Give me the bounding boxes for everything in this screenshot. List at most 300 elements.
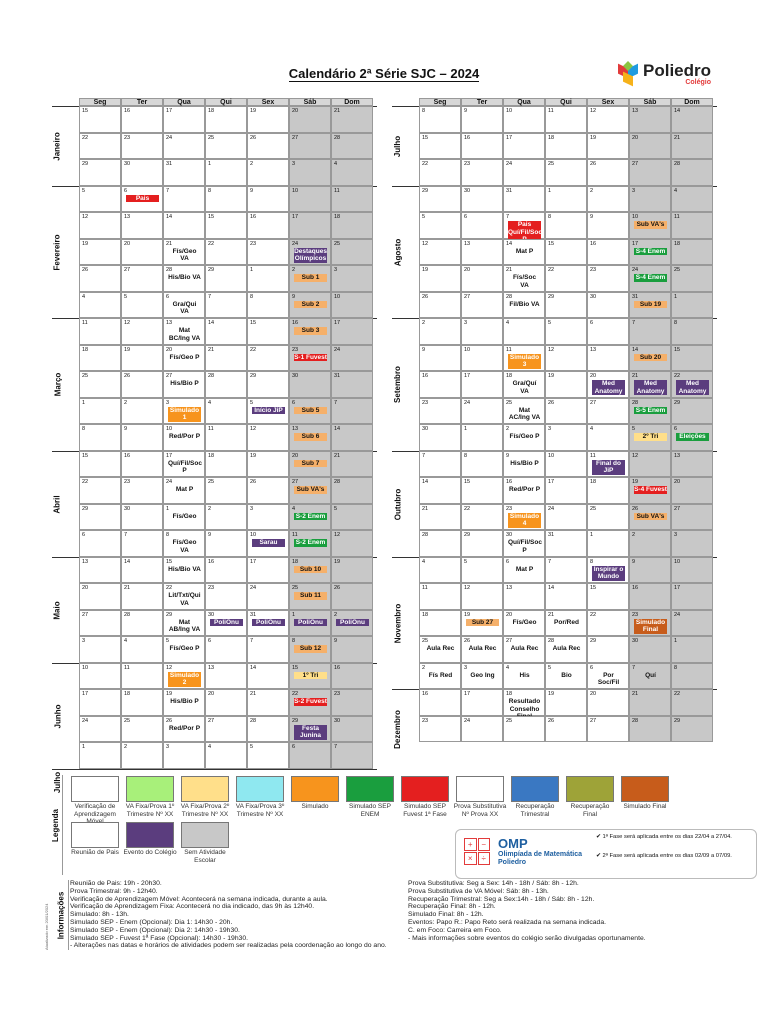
day-number: 9 bbox=[124, 426, 128, 432]
day-number: 22 bbox=[82, 479, 89, 485]
day-cell bbox=[419, 159, 461, 186]
day-cell bbox=[247, 742, 289, 769]
day-number: 2 bbox=[590, 187, 594, 194]
day-number: 10 bbox=[334, 293, 341, 300]
day-number: 2 bbox=[208, 505, 212, 512]
day-number: 22 bbox=[590, 611, 597, 618]
day-cell bbox=[503, 239, 545, 266]
day-cell bbox=[331, 186, 373, 213]
day-cell bbox=[545, 610, 587, 637]
weekday-header: Sáb bbox=[629, 98, 671, 106]
weekday-header: Sáb bbox=[289, 98, 331, 106]
day-number: 21 bbox=[548, 611, 555, 618]
event-label: Quí/Fil/Soc P bbox=[168, 459, 202, 474]
info-line: Simulado SEP - Fuvest 1ª Fase (Opcional): 14h30 - 19h30. bbox=[70, 934, 249, 942]
day-number: 30 bbox=[590, 293, 597, 300]
day-number: 7 bbox=[166, 187, 170, 194]
info-line: Prova Substitutiva: Seg a Sex: 14h - 18h / Sáb: 8h - 12h. bbox=[408, 880, 579, 887]
day-cell bbox=[331, 265, 373, 292]
day-number: 7 bbox=[124, 532, 128, 538]
day-number: 15 bbox=[674, 346, 681, 353]
day-cell bbox=[163, 663, 205, 690]
week-row bbox=[419, 636, 713, 663]
day-number: 6 bbox=[464, 214, 468, 220]
day-number: 12 bbox=[632, 452, 639, 459]
legend-label: Prova Substitutiva Nº Prova XX bbox=[453, 803, 507, 818]
weekday-header: Qui bbox=[545, 98, 587, 106]
day-number: 4 bbox=[82, 293, 86, 300]
day-number: 12 bbox=[250, 426, 257, 432]
day-number: 1 bbox=[590, 532, 594, 538]
day-cell bbox=[289, 530, 331, 557]
day-cell bbox=[289, 424, 331, 451]
day-number: 14 bbox=[166, 214, 173, 220]
week-row bbox=[79, 504, 373, 531]
day-cell bbox=[461, 318, 503, 345]
day-number: 26 bbox=[334, 585, 341, 591]
day-number: 29 bbox=[590, 638, 597, 644]
day-cell bbox=[121, 716, 163, 743]
event-label: Festa Junina bbox=[294, 725, 327, 740]
day-cell bbox=[163, 424, 205, 451]
legend-item bbox=[68, 776, 122, 826]
day-number: 17 bbox=[292, 214, 299, 220]
day-cell bbox=[79, 716, 121, 743]
day-number: 26 bbox=[250, 134, 257, 141]
weekday-header: Qua bbox=[163, 98, 205, 106]
day-cell bbox=[289, 133, 331, 160]
day-number: 8 bbox=[166, 532, 170, 538]
day-number: 19 bbox=[166, 691, 173, 697]
day-number: 3 bbox=[250, 505, 254, 512]
day-number: 20 bbox=[674, 479, 681, 485]
day-cell bbox=[461, 133, 503, 160]
event-label: Fil/Bio VA bbox=[509, 300, 540, 308]
day-cell bbox=[79, 159, 121, 186]
day-cell bbox=[629, 186, 671, 213]
day-cell bbox=[205, 106, 247, 133]
day-cell bbox=[121, 292, 163, 319]
omp-note-1: ✔ 1ª Fase será aplicada entre os dias 22/04 a 27/04. bbox=[596, 834, 732, 840]
info-line: Reunião de Pais: 19h - 20h30. bbox=[70, 880, 162, 887]
day-number: 17 bbox=[166, 452, 173, 459]
day-number: 3 bbox=[82, 638, 86, 644]
day-cell bbox=[587, 212, 629, 239]
day-number: 18 bbox=[422, 611, 429, 618]
day-number: 17 bbox=[334, 320, 341, 326]
day-number: 15 bbox=[292, 664, 299, 671]
day-number: 18 bbox=[208, 452, 215, 459]
month-label: Julho bbox=[53, 771, 62, 793]
day-number: 11 bbox=[674, 214, 680, 220]
day-cell bbox=[121, 504, 163, 531]
event-label: His/Bio P bbox=[170, 698, 199, 705]
day-number: 28 bbox=[250, 717, 257, 724]
day-number: 15 bbox=[250, 320, 257, 326]
day-number: 6 bbox=[590, 664, 594, 671]
day-number: 16 bbox=[250, 214, 257, 220]
day-number: 29 bbox=[250, 373, 257, 379]
event-label: Red/Por P bbox=[168, 433, 201, 440]
event-label: Sub 6 bbox=[294, 433, 327, 441]
day-cell bbox=[121, 398, 163, 425]
day-cell bbox=[247, 636, 289, 663]
day-number: 28 bbox=[422, 532, 429, 538]
day-cell bbox=[671, 663, 713, 690]
week-row bbox=[419, 504, 713, 531]
day-number: 15 bbox=[548, 240, 555, 247]
day-number: 6 bbox=[674, 426, 678, 432]
day-number: 21 bbox=[334, 452, 341, 459]
event-label: Sub 5 bbox=[294, 407, 327, 415]
event-label: Geo Ing bbox=[470, 671, 495, 679]
day-cell bbox=[205, 742, 247, 769]
day-number: 26 bbox=[82, 267, 89, 273]
day-number: 28 bbox=[334, 134, 341, 141]
day-cell bbox=[503, 159, 545, 186]
day-cell bbox=[587, 133, 629, 160]
day-cell bbox=[121, 239, 163, 266]
day-number: 8 bbox=[590, 558, 594, 565]
day-cell bbox=[163, 186, 205, 213]
day-number: 24 bbox=[632, 267, 639, 273]
day-cell bbox=[545, 292, 587, 319]
day-cell bbox=[247, 292, 289, 319]
day-number: 21 bbox=[422, 505, 429, 512]
event-label: Med Anatomy bbox=[634, 380, 667, 395]
day-number: 3 bbox=[166, 399, 170, 406]
day-cell bbox=[79, 345, 121, 372]
day-number: 28 bbox=[208, 373, 215, 379]
day-number: 8 bbox=[464, 452, 468, 459]
day-number: 1 bbox=[548, 187, 552, 194]
day-number: 3 bbox=[166, 744, 170, 750]
day-cell bbox=[163, 689, 205, 716]
event-label: Eleições bbox=[676, 433, 709, 441]
day-cell bbox=[163, 159, 205, 186]
legend-label: VA Fixa/Prova 1º Trimestre Nº XX bbox=[125, 803, 175, 818]
day-number: 2 bbox=[124, 399, 128, 406]
event-label: Lit/Txt/Qui VA bbox=[168, 592, 201, 607]
event-label: Início JiP bbox=[252, 407, 285, 415]
day-number: 11 bbox=[82, 320, 88, 326]
day-number: 18 bbox=[590, 479, 597, 485]
day-number: 1 bbox=[464, 426, 468, 432]
day-number: 16 bbox=[506, 479, 513, 485]
day-cell bbox=[503, 292, 545, 319]
day-cell bbox=[629, 451, 671, 478]
day-cell bbox=[419, 265, 461, 292]
day-number: 20 bbox=[208, 691, 215, 697]
day-number: 1 bbox=[674, 638, 678, 644]
day-cell bbox=[503, 557, 545, 584]
day-number: 19 bbox=[548, 373, 555, 379]
day-cell bbox=[289, 689, 331, 716]
day-cell bbox=[205, 212, 247, 239]
day-number: 5 bbox=[464, 558, 468, 565]
day-number: 21 bbox=[506, 267, 513, 273]
day-cell bbox=[289, 292, 331, 319]
day-cell bbox=[671, 610, 713, 637]
day-number: 13 bbox=[506, 585, 513, 591]
day-number: 31 bbox=[632, 293, 639, 300]
legend-label: Recuperação Trimestral bbox=[515, 803, 555, 818]
day-number: 21 bbox=[250, 691, 257, 697]
calendar-right bbox=[392, 98, 713, 749]
legend-swatch bbox=[181, 822, 229, 848]
day-number: 15 bbox=[82, 108, 89, 114]
week-row bbox=[419, 265, 713, 292]
day-cell bbox=[461, 239, 503, 266]
event-label: Sub VA's bbox=[634, 221, 667, 229]
day-cell bbox=[79, 583, 121, 610]
day-cell bbox=[545, 239, 587, 266]
day-cell bbox=[419, 239, 461, 266]
day-number: 7 bbox=[422, 452, 426, 459]
day-number: 18 bbox=[548, 134, 555, 141]
day-cell bbox=[121, 742, 163, 769]
day-cell bbox=[205, 318, 247, 345]
day-cell bbox=[419, 318, 461, 345]
day-number: 29 bbox=[548, 293, 555, 300]
event-label: Med Anatomy bbox=[592, 380, 625, 395]
legend-label: Verificação de Aprendizagem bbox=[74, 803, 116, 818]
day-number: 2 bbox=[334, 611, 338, 618]
day-number: 30 bbox=[208, 611, 215, 618]
day-number: 8 bbox=[208, 187, 212, 194]
event-label: PoliOnu bbox=[252, 619, 285, 627]
day-number: 25 bbox=[590, 505, 597, 512]
day-cell bbox=[163, 716, 205, 743]
event-label: S-5 Enem bbox=[635, 406, 666, 414]
day-cell bbox=[545, 133, 587, 160]
day-number: 9 bbox=[632, 558, 636, 565]
event-label: PoliOnu bbox=[294, 619, 327, 627]
week-row bbox=[79, 212, 373, 239]
day-number: 23 bbox=[124, 479, 131, 485]
day-number: 23 bbox=[124, 134, 131, 141]
day-number: 14 bbox=[548, 585, 555, 591]
day-cell bbox=[205, 583, 247, 610]
day-cell bbox=[163, 345, 205, 372]
day-cell bbox=[461, 530, 503, 557]
day-number: 1 bbox=[166, 505, 170, 512]
event-label: S-2 Enem bbox=[295, 539, 326, 546]
day-number: 12 bbox=[82, 214, 89, 220]
event-label: Mat P bbox=[515, 247, 534, 255]
legend-label: Simulado bbox=[301, 803, 329, 810]
day-number: 23 bbox=[422, 399, 429, 406]
day-number: 19 bbox=[632, 479, 639, 485]
event-label: S-2 Enem bbox=[295, 512, 326, 520]
day-number: 10 bbox=[82, 664, 89, 671]
day-number: 24 bbox=[464, 717, 471, 724]
day-number: 2 bbox=[250, 161, 254, 167]
day-cell bbox=[163, 371, 205, 398]
day-number: 9 bbox=[464, 108, 468, 114]
day-cell bbox=[79, 424, 121, 451]
day-number: 8 bbox=[82, 426, 86, 432]
event-label: Sub 10 bbox=[294, 566, 327, 574]
legend-item bbox=[288, 776, 342, 811]
legend-swatch bbox=[566, 776, 614, 802]
day-cell bbox=[587, 106, 629, 133]
day-cell bbox=[545, 424, 587, 451]
day-cell bbox=[121, 636, 163, 663]
day-number: 25 bbox=[548, 161, 555, 167]
week-row bbox=[79, 398, 373, 425]
event-label: Simulado 3 bbox=[509, 353, 540, 368]
day-cell bbox=[205, 689, 247, 716]
legend-item bbox=[453, 776, 507, 818]
day-cell bbox=[331, 477, 373, 504]
event-label: Sub VA's bbox=[294, 486, 327, 494]
day-cell bbox=[671, 636, 713, 663]
day-number: 4 bbox=[590, 426, 594, 432]
legend-swatch bbox=[181, 776, 229, 802]
day-cell bbox=[205, 663, 247, 690]
day-number: 11 bbox=[334, 187, 340, 194]
day-cell bbox=[205, 424, 247, 451]
legend-label: VA Fixa/Prova 2º Trimestre Nº XX bbox=[180, 803, 230, 818]
day-number: 24 bbox=[506, 161, 513, 167]
day-number: 26 bbox=[548, 399, 555, 406]
week-row bbox=[419, 371, 713, 398]
day-number: 5 bbox=[548, 320, 552, 326]
day-cell bbox=[629, 504, 671, 531]
week-row bbox=[419, 345, 713, 372]
legend-item bbox=[68, 822, 122, 857]
week-row bbox=[79, 106, 373, 133]
day-cell bbox=[587, 477, 629, 504]
day-number: 28 bbox=[506, 293, 513, 300]
day-cell bbox=[205, 345, 247, 372]
day-number: 2 bbox=[292, 267, 296, 273]
day-number: 25 bbox=[506, 399, 513, 406]
day-number: 12 bbox=[422, 240, 429, 247]
day-number: 5 bbox=[548, 664, 552, 671]
day-number: 27 bbox=[82, 611, 89, 618]
day-cell bbox=[461, 159, 503, 186]
day-cell bbox=[205, 451, 247, 478]
info-title: Informações bbox=[54, 880, 69, 950]
day-cell bbox=[629, 159, 671, 186]
day-number: 20 bbox=[292, 452, 299, 459]
day-cell bbox=[461, 557, 503, 584]
day-number: 23 bbox=[334, 691, 341, 697]
day-number: 5 bbox=[82, 187, 86, 194]
day-number: 4 bbox=[506, 320, 510, 326]
day-cell bbox=[545, 159, 587, 186]
day-cell bbox=[503, 583, 545, 610]
day-cell bbox=[461, 477, 503, 504]
day-cell bbox=[289, 583, 331, 610]
day-cell bbox=[79, 265, 121, 292]
poliedro-logo-icon bbox=[618, 63, 638, 85]
day-cell bbox=[205, 159, 247, 186]
day-cell bbox=[671, 345, 713, 372]
day-cell bbox=[163, 318, 205, 345]
day-cell bbox=[671, 477, 713, 504]
day-cell bbox=[545, 477, 587, 504]
day-number: 3 bbox=[674, 532, 678, 538]
legend-item bbox=[123, 822, 177, 857]
day-cell bbox=[121, 159, 163, 186]
month-label: Março bbox=[53, 372, 62, 397]
day-number: 23 bbox=[464, 161, 471, 167]
day-cell bbox=[247, 398, 289, 425]
day-cell bbox=[247, 371, 289, 398]
day-cell bbox=[163, 398, 205, 425]
legend-item bbox=[123, 776, 177, 818]
day-number: 30 bbox=[292, 373, 299, 379]
weekday-header: Ter bbox=[461, 98, 503, 106]
event-label: Aula Rec bbox=[426, 645, 455, 652]
day-number: 20 bbox=[506, 611, 513, 618]
day-cell bbox=[247, 133, 289, 160]
day-number: 20 bbox=[124, 240, 131, 247]
day-number: 1 bbox=[208, 161, 212, 167]
day-number: 23 bbox=[506, 505, 513, 512]
day-cell bbox=[503, 610, 545, 637]
day-cell bbox=[503, 636, 545, 663]
day-number: 27 bbox=[506, 638, 513, 644]
day-number: 11 bbox=[506, 346, 512, 353]
day-number: 19 bbox=[82, 240, 89, 247]
day-number: 11 bbox=[124, 664, 130, 671]
event-label: Simulado 4 bbox=[509, 512, 540, 527]
day-cell bbox=[79, 371, 121, 398]
day-cell bbox=[79, 742, 121, 769]
day-number: 26 bbox=[166, 717, 173, 724]
day-cell bbox=[587, 451, 629, 478]
day-number: 2 bbox=[124, 744, 128, 750]
day-number: 18 bbox=[506, 373, 513, 379]
day-cell bbox=[671, 239, 713, 266]
day-number: 5 bbox=[422, 214, 426, 220]
day-number: 19 bbox=[250, 108, 257, 114]
info-line: Simulado Final: 8h - 12h. bbox=[408, 911, 484, 919]
event-label: Por Soc/Fil bbox=[597, 671, 620, 686]
day-number: 12 bbox=[590, 108, 597, 114]
week-row bbox=[79, 451, 373, 478]
info-line: - Mais informações sobre eventos do colégio serão divulgadas oportunamente. bbox=[408, 934, 646, 942]
day-cell bbox=[587, 530, 629, 557]
day-number: 21 bbox=[334, 108, 341, 114]
week-row bbox=[419, 318, 713, 345]
day-cell bbox=[419, 636, 461, 663]
day-number: 7 bbox=[250, 638, 254, 644]
event-label: Fís/Soc VA bbox=[512, 274, 537, 289]
day-cell bbox=[331, 504, 373, 531]
event-label: PoliOnu bbox=[336, 619, 369, 627]
day-number: 26 bbox=[422, 293, 429, 300]
day-number: 20 bbox=[82, 585, 89, 591]
day-cell bbox=[419, 663, 461, 690]
day-number: 10 bbox=[548, 452, 555, 459]
event-label: PoliOnu bbox=[210, 619, 243, 627]
day-number: 13 bbox=[590, 346, 597, 353]
day-number: 20 bbox=[590, 373, 597, 379]
event-label: 1º Tri bbox=[294, 672, 327, 680]
day-number: 25 bbox=[208, 479, 215, 485]
day-cell bbox=[331, 636, 373, 663]
day-cell bbox=[331, 451, 373, 478]
day-cell bbox=[419, 212, 461, 239]
day-cell bbox=[121, 530, 163, 557]
day-cell bbox=[461, 636, 503, 663]
day-number: 14 bbox=[674, 108, 681, 114]
